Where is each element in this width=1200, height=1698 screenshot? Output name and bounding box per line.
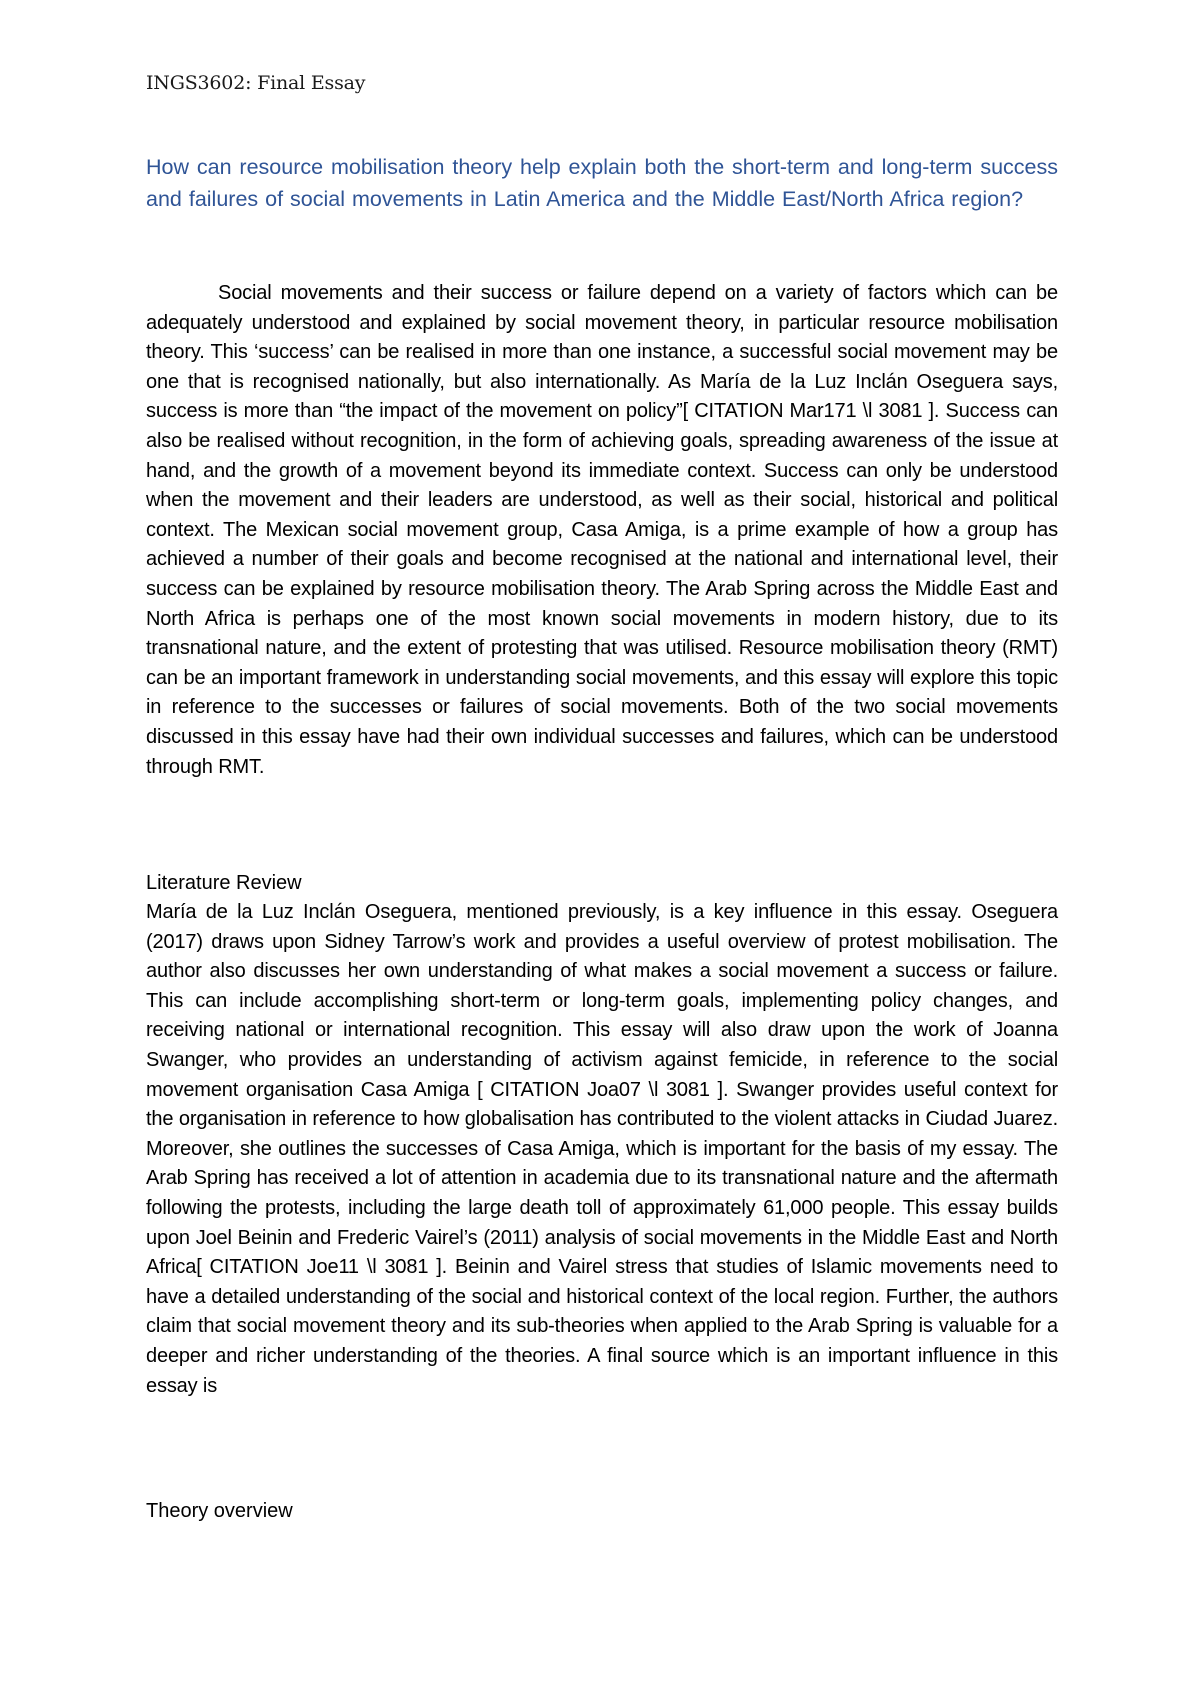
theory-overview-heading: Theory overview (146, 1500, 293, 1522)
introduction-paragraph: Social movements and their success or failure depend on a variety of factors which can be adequately understood and explained by social movement theory, in particular resource mobilisation theory. This ‘success’ can be realised in more than one instance, a successful social movement may be one that is recognised nationally, but also internationally. As María de la Luz Inclán Oseguera says, success is more than “the impact of the movement on policy”[ CITATION Mar171 \l 3081 ]. Success can also be realised without recognition, in the form of achieving goals, spreading awareness of the issue at hand, and the growth of a movement beyond its immediate context. Success can only be understood when the movement and their leaders are understood, as well as their social, historical and political context. The Mexican social movement group, Casa Amiga, is a prime example of how a group has achieved a number of their goals and become recognised at the national and international level, their success can be explained by resource mobilisation theory. The Arab Spring across the Middle East and North Africa is perhaps one of the most known social movements in modern history, due to its transnational nature, and the extent of protesting that was utilised. Resource mobilisation theory (RMT) can be an important framework in understanding social movements, and this essay will explore this topic in reference to the successes or failures of social movements. Both of the two social movements discussed in this essay have had their own individual successes and failures, which can be understood through RMT. (146, 282, 1058, 778)
essay-question: How can resource mobilisation theory help explain both the short-term and long-term success and failures of social movements in Latin America and the Middle East/North Africa region? (146, 155, 1058, 211)
literature-review-paragraph: María de la Luz Inclán Oseguera, mentioned previously, is a key influence in this essay. Oseguera (2017) draws upon Sidney Tarrow’s work and provides a useful overview of protest mobilisation. The author also discusses her own understanding of what makes a social movement a success or failure. This can include accomplishing short-term or long-term goals, implementing policy changes, and receiving national or international recognition. This essay will also draw upon the work of Joanna Swanger, who provides an understanding of activism against femicide, in reference to the social movement organisation Casa Amiga [ CITATION Joa07 \l 3081 ]. Swanger provides useful context for the organisation in reference to how globalisation has contributed to the violent attacks in Ciudad Juarez. Moreover, she outlines the successes of Casa Amiga, which is important for the basis of my essay. The Arab Spring has received a lot of attention in academia due to its transnational nature and the aftermath following the protests, including the large death toll of approximately 61,000 people. This essay builds upon Joel Beinin and Frederic Vairel’s (2011) analysis of social movements in the Middle East and North Africa[ CITATION Joe11 \l 3081 ]. Beinin and Vairel stress that studies of Islamic movements need to have a detailed understanding of the social and historical context of the local region. Further, the authors claim that social movement theory and its sub-theories when applied to the Arab Spring is valuable for a deeper and richer understanding of the theories. A final source which is an important influence in this essay is (146, 901, 1058, 1397)
literature-review-heading: Literature Review (146, 872, 302, 894)
document-header: INGS3602: Final Essay (146, 72, 366, 94)
